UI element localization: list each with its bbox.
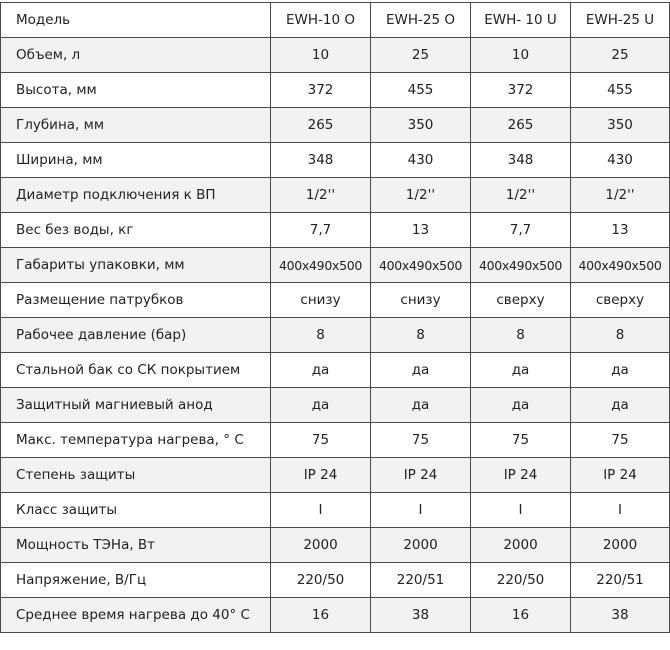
table-cell: 430 xyxy=(371,143,471,178)
table-cell: 75 xyxy=(471,423,571,458)
table-cell: да xyxy=(471,353,571,388)
table-cell: 2000 xyxy=(471,528,571,563)
table-cell: 10 xyxy=(271,38,371,73)
table-cell: 25 xyxy=(571,38,670,73)
row-label: Вес без воды, кг xyxy=(1,213,271,248)
table-cell: 75 xyxy=(571,423,670,458)
table-cell: 400х490х500 xyxy=(471,248,571,283)
table-cell: 13 xyxy=(371,213,471,248)
table-cell: 10 xyxy=(471,38,571,73)
table-cell: 8 xyxy=(571,318,670,353)
table-cell: I xyxy=(571,493,670,528)
table-cell: 38 xyxy=(571,598,670,633)
table-cell: 400х490х500 xyxy=(371,248,471,283)
table-cell: 350 xyxy=(571,108,670,143)
table-row xyxy=(1,38,670,73)
table-row xyxy=(1,563,670,598)
table-cell: снизу xyxy=(271,283,371,318)
row-label: Рабочее давление (бар) xyxy=(1,318,271,353)
table-cell: 1/2'' xyxy=(471,178,571,213)
table-cell: 430 xyxy=(571,143,670,178)
table-cell: 372 xyxy=(271,73,371,108)
table-row xyxy=(1,283,670,318)
table-row xyxy=(1,248,670,283)
row-label: Глубина, мм xyxy=(1,108,271,143)
table-cell: 7,7 xyxy=(271,213,371,248)
table-row xyxy=(1,318,670,353)
row-label: Стальной бак со СК покрытием xyxy=(1,353,271,388)
table-cell: 8 xyxy=(271,318,371,353)
spec-table xyxy=(0,2,670,633)
table-cell: 7,7 xyxy=(471,213,571,248)
table-row xyxy=(1,178,670,213)
table-cell: сверху xyxy=(471,283,571,318)
row-label: Степень защиты xyxy=(1,458,271,493)
table-row xyxy=(1,108,670,143)
table-cell: 455 xyxy=(571,73,670,108)
table-cell: 2000 xyxy=(371,528,471,563)
row-label: Объем, л xyxy=(1,38,271,73)
table-cell: 455 xyxy=(371,73,471,108)
table-cell: IP 24 xyxy=(471,458,571,493)
table-cell: 16 xyxy=(271,598,371,633)
table-header-row xyxy=(1,3,670,38)
table-cell: 400х490х500 xyxy=(271,248,371,283)
table-row xyxy=(1,388,670,423)
table-cell: да xyxy=(271,388,371,423)
row-label: Среднее время нагрева до 40° С xyxy=(1,598,271,633)
table-cell: 220/51 xyxy=(371,563,471,598)
table-cell: 16 xyxy=(471,598,571,633)
row-label: Защитный магниевый анод xyxy=(1,388,271,423)
table-cell: IP 24 xyxy=(271,458,371,493)
column-header: Модель xyxy=(1,3,271,38)
table-row xyxy=(1,458,670,493)
table-cell: 75 xyxy=(271,423,371,458)
table-cell: 265 xyxy=(471,108,571,143)
table-cell: да xyxy=(571,388,670,423)
table-cell: да xyxy=(271,353,371,388)
table-cell: снизу xyxy=(371,283,471,318)
table-cell: да xyxy=(371,388,471,423)
table-row xyxy=(1,73,670,108)
table-cell: 1/2'' xyxy=(371,178,471,213)
table-row xyxy=(1,423,670,458)
table-cell: 348 xyxy=(471,143,571,178)
table-row xyxy=(1,528,670,563)
row-label: Мощность ТЭНа, Вт xyxy=(1,528,271,563)
table-cell: 2000 xyxy=(571,528,670,563)
row-label: Макс. температура нагрева, ° С xyxy=(1,423,271,458)
row-label: Класс защиты xyxy=(1,493,271,528)
table-cell: 25 xyxy=(371,38,471,73)
table-cell: 220/51 xyxy=(571,563,670,598)
table-cell: да xyxy=(571,353,670,388)
table-cell: 8 xyxy=(471,318,571,353)
row-label: Размещение патрубков xyxy=(1,283,271,318)
table-cell: 400х490х500 xyxy=(571,248,670,283)
table-cell: 75 xyxy=(371,423,471,458)
table-cell: да xyxy=(471,388,571,423)
table-cell: 2000 xyxy=(271,528,371,563)
column-header: EWH-10 O xyxy=(271,3,371,38)
table-cell: 265 xyxy=(271,108,371,143)
table-cell: I xyxy=(471,493,571,528)
table-cell: 220/50 xyxy=(471,563,571,598)
table-cell: 8 xyxy=(371,318,471,353)
table-cell: IP 24 xyxy=(371,458,471,493)
table-cell: 372 xyxy=(471,73,571,108)
row-label: Диаметр подключения к ВП xyxy=(1,178,271,213)
row-label: Напряжение, В/Гц xyxy=(1,563,271,598)
table-row xyxy=(1,213,670,248)
table-cell: 13 xyxy=(571,213,670,248)
table-row xyxy=(1,598,670,633)
column-header: EWH-25 O xyxy=(371,3,471,38)
table-cell: I xyxy=(371,493,471,528)
table-cell: IP 24 xyxy=(571,458,670,493)
table-row xyxy=(1,353,670,388)
table-cell: 1/2'' xyxy=(271,178,371,213)
table-cell: I xyxy=(271,493,371,528)
column-header: EWH- 10 U xyxy=(471,3,571,38)
row-label: Габариты упаковки, мм xyxy=(1,248,271,283)
table-row xyxy=(1,143,670,178)
column-header: EWH-25 U xyxy=(571,3,670,38)
table-cell: 1/2'' xyxy=(571,178,670,213)
row-label: Ширина, мм xyxy=(1,143,271,178)
table-cell: 220/50 xyxy=(271,563,371,598)
table-cell: 38 xyxy=(371,598,471,633)
table-cell: да xyxy=(371,353,471,388)
table-cell: 348 xyxy=(271,143,371,178)
table-cell: 350 xyxy=(371,108,471,143)
table-row xyxy=(1,493,670,528)
table-cell: сверху xyxy=(571,283,670,318)
row-label: Высота, мм xyxy=(1,73,271,108)
